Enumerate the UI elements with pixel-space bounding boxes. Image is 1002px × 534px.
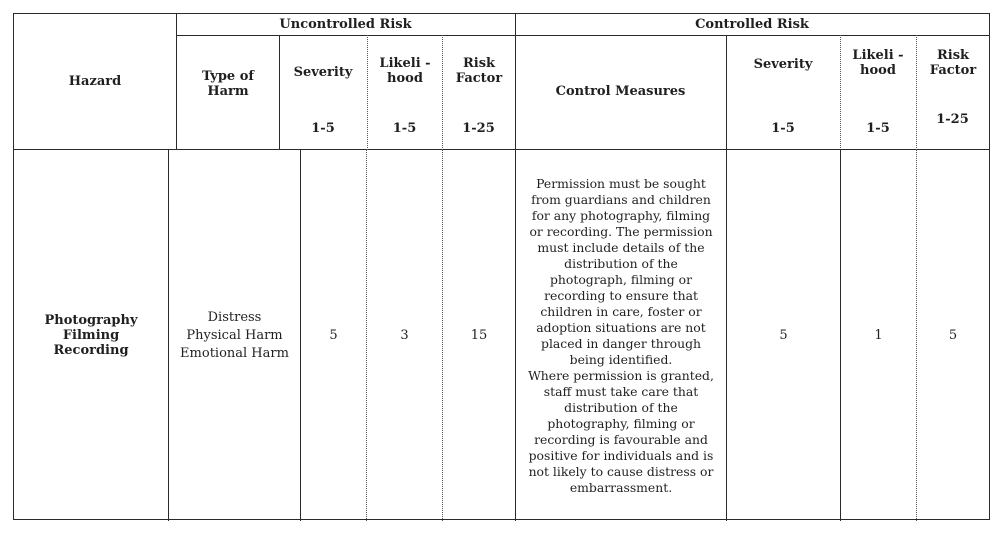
hazard-line: Photography bbox=[44, 313, 138, 328]
severity-scale: 1-5 bbox=[311, 120, 335, 136]
uncontrolled-risk-header: Uncontrolled Risk bbox=[279, 17, 412, 32]
harm-line: Emotional Harm bbox=[180, 345, 289, 361]
control-measures-line: must include details of the bbox=[537, 239, 705, 255]
control-measures-line: distribution of the bbox=[564, 255, 678, 271]
controlled-risk-header: Controlled Risk bbox=[695, 17, 809, 32]
control-measures-line: positive for individuals and is bbox=[528, 447, 714, 463]
controlled-risk-factor-cell: 5 bbox=[948, 327, 958, 343]
hazard-line: Filming bbox=[62, 328, 120, 343]
control-measures-line: children in care, foster or bbox=[540, 303, 702, 319]
controlled-likelihood-cell: 1 bbox=[874, 327, 883, 343]
type-of-harm-cell bbox=[169, 150, 300, 521]
controlled-severity-header: Severity bbox=[753, 56, 813, 72]
severity-header: Severity bbox=[293, 64, 353, 80]
type-of-harm-header: Type of Harm bbox=[202, 69, 254, 99]
controlled-likelihood-header: Likeli -hood bbox=[852, 48, 904, 78]
control-measures-line: placed in danger through bbox=[541, 335, 701, 351]
likelihood-scale: 1-5 bbox=[392, 120, 417, 136]
hazard-line: Recording bbox=[53, 343, 129, 358]
risk-factor-scale: 1-25 bbox=[462, 120, 495, 136]
hazard-cell bbox=[14, 150, 168, 521]
likelihood-cell: 3 bbox=[400, 327, 409, 343]
harm-line: Physical Harm bbox=[186, 327, 283, 343]
control-measures-line: recording is favourable and bbox=[534, 431, 708, 447]
likelihood-header: Likeli -hood bbox=[379, 56, 431, 86]
controlled-risk-factor-scale: 1-25 bbox=[936, 111, 969, 127]
control-measures-line: photograph, filming or bbox=[549, 271, 692, 287]
risk-assessment-table bbox=[13, 13, 990, 520]
control-measures-line: for any photography, filming bbox=[531, 207, 711, 223]
risk-factor-header: Risk Factor bbox=[455, 56, 503, 86]
controlled-likelihood-scale: 1-5 bbox=[866, 120, 890, 136]
hazard-header: Hazard bbox=[68, 74, 122, 89]
control-measures-line: not likely to cause distress or bbox=[528, 463, 714, 479]
control-measures-line: recording to ensure that bbox=[544, 287, 698, 303]
control-measures-header: Control Measures bbox=[555, 83, 686, 99]
control-measures-line: staff must take care that bbox=[543, 383, 699, 399]
harm-line: Distress bbox=[207, 309, 262, 325]
control-measures-line: embarrassment. bbox=[569, 479, 673, 495]
controlled-severity-scale: 1-5 bbox=[771, 120, 795, 136]
severity-cell: 5 bbox=[329, 327, 338, 343]
control-measures-line: being identified. bbox=[569, 351, 673, 367]
control-measures-line: or recording. The permission bbox=[529, 223, 713, 239]
control-measures-line: Where permission is granted, bbox=[528, 367, 714, 383]
controlled-severity-cell: 5 bbox=[779, 327, 788, 343]
control-measures-line: from guardians and children bbox=[531, 191, 711, 207]
controlled-risk-factor-header: Risk Factor bbox=[929, 48, 977, 78]
control-measures-line: photography, filming or bbox=[547, 415, 695, 431]
control-measures-cell bbox=[516, 150, 726, 521]
col-divider bbox=[916, 35, 917, 150]
control-measures-line: distribution of the bbox=[564, 399, 678, 415]
control-measures-line: adoption situations are not bbox=[536, 319, 706, 335]
risk-factor-cell: 15 bbox=[470, 327, 488, 343]
control-measures-line: Permission must be sought bbox=[536, 175, 706, 191]
group-header-divider bbox=[176, 35, 989, 36]
